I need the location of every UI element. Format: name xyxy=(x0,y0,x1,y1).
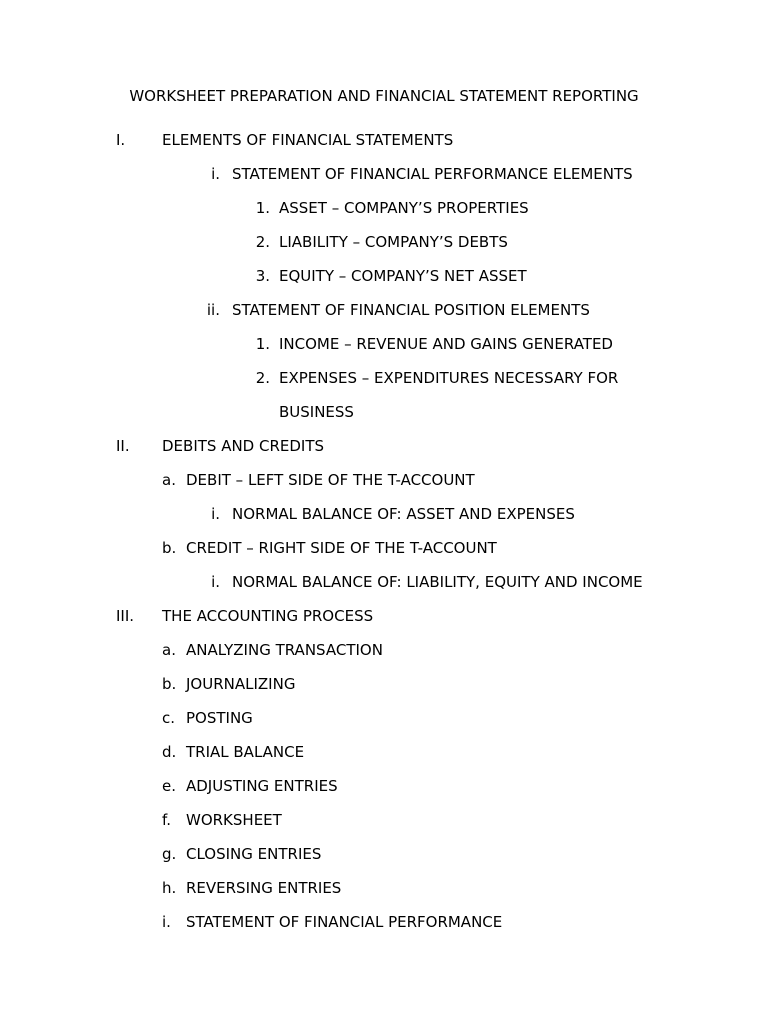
list-item-text: ASSET – COMPANY’S PROPERTIES xyxy=(279,199,529,217)
section-1-sub-ii-text: STATEMENT OF FINANCIAL POSITION ELEMENTS xyxy=(232,301,590,319)
list-item-marker: 2. xyxy=(255,233,270,251)
list-item-text: REVERSING ENTRIES xyxy=(186,879,342,897)
list-item-marker: g. xyxy=(162,845,177,863)
list-item-marker: 2. xyxy=(255,369,270,387)
list-item-marker: 1. xyxy=(255,335,270,353)
list-item-marker: 1. xyxy=(255,199,270,217)
list-item-continuation: BUSINESS xyxy=(279,403,354,421)
list-item-marker: a. xyxy=(162,471,176,489)
section-2-heading: DEBITS AND CREDITS xyxy=(162,437,325,455)
list-item-marker: b. xyxy=(162,539,177,557)
list-item-text: CREDIT – RIGHT SIDE OF THE T-ACCOUNT xyxy=(186,539,497,557)
list-item-marker: i. xyxy=(211,573,220,591)
section-1-sub-i-text: STATEMENT OF FINANCIAL PERFORMANCE ELEMENTS xyxy=(232,165,633,183)
list-item-text: NORMAL BALANCE OF: LIABILITY, EQUITY AND INCOME xyxy=(232,573,643,591)
list-item-marker: h. xyxy=(162,879,177,897)
list-item-text: ADJUSTING ENTRIES xyxy=(186,777,338,795)
list-item-text: TRIAL BALANCE xyxy=(186,743,305,761)
list-item-marker: c. xyxy=(162,709,176,727)
section-3-heading: THE ACCOUNTING PROCESS xyxy=(162,607,374,625)
list-item-text: WORKSHEET xyxy=(186,811,282,829)
list-item-text: JOURNALIZING xyxy=(186,675,296,693)
section-1-marker: I. xyxy=(116,131,126,149)
list-item-text: DEBIT – LEFT SIDE OF THE T-ACCOUNT xyxy=(186,471,475,489)
list-item-marker: i. xyxy=(211,505,220,523)
list-item-marker: f. xyxy=(162,811,171,829)
list-item-text: INCOME – REVENUE AND GAINS GENERATED xyxy=(279,335,613,353)
document-title: WORKSHEET PREPARATION AND FINANCIAL STATEMENT REPORTING xyxy=(129,87,639,105)
list-item-text: NORMAL BALANCE OF: ASSET AND EXPENSES xyxy=(232,505,575,523)
list-item-marker: d. xyxy=(162,743,177,761)
list-item-marker: a. xyxy=(162,641,176,659)
list-item-text: STATEMENT OF FINANCIAL PERFORMANCE xyxy=(186,913,503,931)
list-item-text: LIABILITY – COMPANY’S DEBTS xyxy=(279,233,508,251)
section-2-marker: II. xyxy=(116,437,130,455)
section-1-sub-ii-marker: ii. xyxy=(206,301,220,319)
section-3-marker: III. xyxy=(116,607,135,625)
section-1-sub-i-marker: i. xyxy=(211,165,220,183)
list-item-text: POSTING xyxy=(186,709,253,727)
list-item-marker: e. xyxy=(162,777,176,795)
list-item-text: ANALYZING TRANSACTION xyxy=(186,641,383,659)
list-item-marker: i. xyxy=(162,913,171,931)
list-item-marker: 3. xyxy=(255,267,270,285)
list-item-text: CLOSING ENTRIES xyxy=(186,845,322,863)
list-item-marker: b. xyxy=(162,675,177,693)
list-item-text: EQUITY – COMPANY’S NET ASSET xyxy=(279,267,527,285)
list-item-text: EXPENSES – EXPENDITURES NECESSARY FOR xyxy=(279,369,619,387)
section-1-heading: ELEMENTS OF FINANCIAL STATEMENTS xyxy=(162,131,454,149)
